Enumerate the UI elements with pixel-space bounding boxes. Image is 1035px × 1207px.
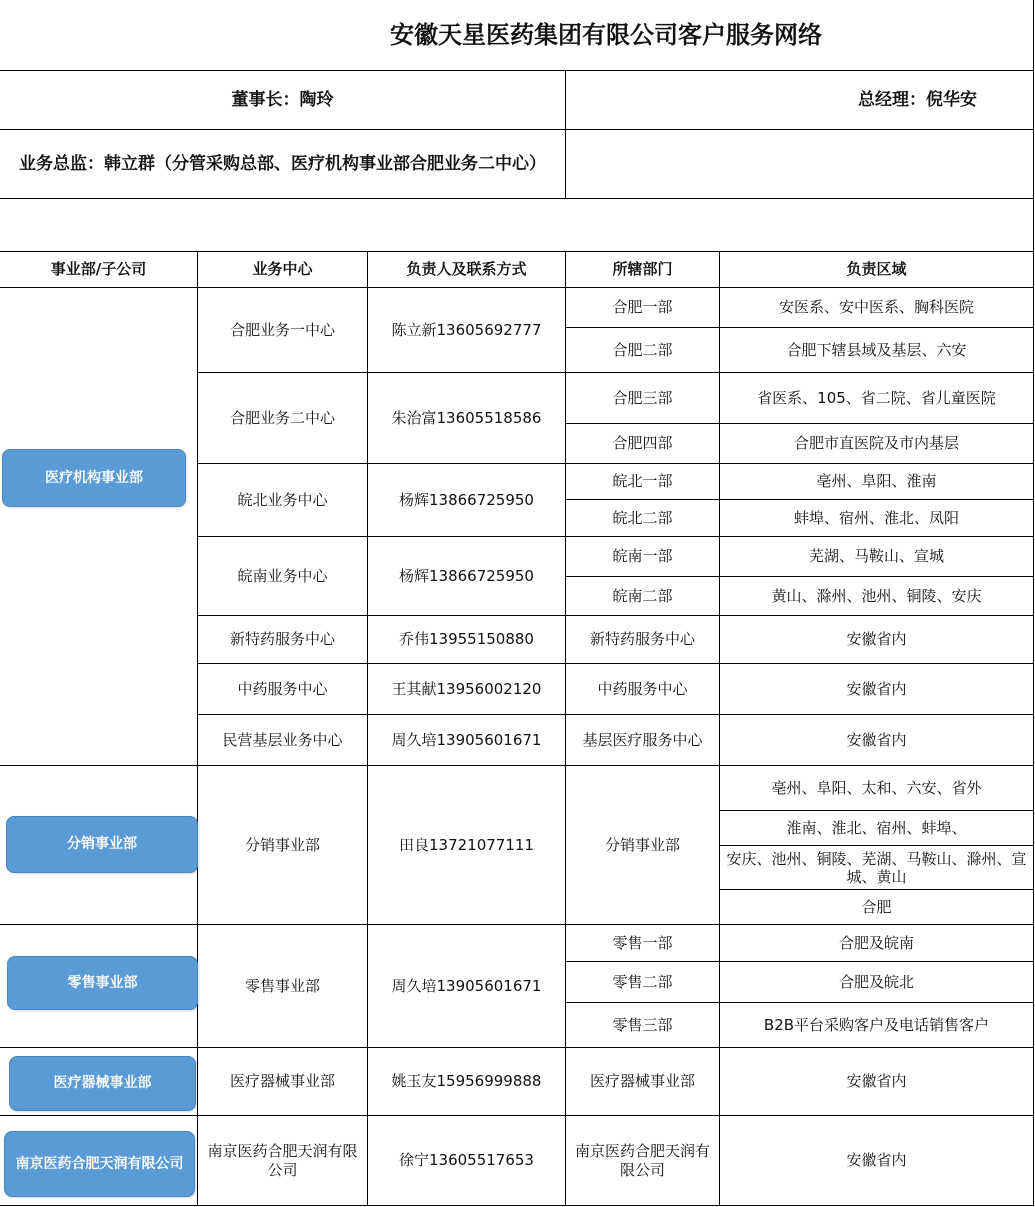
dept-devices: 医疗器械事业部 bbox=[566, 1048, 720, 1116]
dept-wn2: 皖南二部 bbox=[566, 577, 720, 616]
contact-hf1: 陈立新13605692777 bbox=[368, 288, 566, 373]
business-director-label: 业务总监：韩立群（分管采购总部、医疗机构事业部合肥业务二中心） bbox=[0, 130, 566, 199]
dept-tcm: 中药服务中心 bbox=[566, 664, 720, 715]
contact-retail: 周久培13905601671 bbox=[368, 925, 566, 1048]
division-pill-devices: 医疗器械事业部 bbox=[9, 1056, 196, 1111]
region-devices: 安徽省内 bbox=[720, 1048, 1034, 1116]
region-dist4: 合肥 bbox=[720, 890, 1034, 925]
region-dist2: 淮南、淮北、宿州、蚌埠、 bbox=[720, 811, 1034, 846]
region-nanjing: 安徽省内 bbox=[720, 1116, 1034, 1206]
region-wb2: 蚌埠、宿州、淮北、凤阳 bbox=[720, 500, 1034, 537]
region-retail1: 合肥及皖南 bbox=[720, 925, 1034, 962]
region-hf3: 省医系、105、省二院、省儿童医院 bbox=[720, 373, 1034, 424]
dept-wb1: 皖北一部 bbox=[566, 464, 720, 500]
general-manager-label: 总经理：倪华安 bbox=[566, 71, 1034, 130]
contact-private: 周久培13905601671 bbox=[368, 715, 566, 766]
dept-distribution: 分销事业部 bbox=[566, 766, 720, 925]
center-private: 民营基层业务中心 bbox=[198, 715, 368, 766]
director-empty-cell bbox=[566, 130, 1034, 199]
header-region: 负责区域 bbox=[720, 252, 1034, 288]
contact-wannan: 杨辉13866725950 bbox=[368, 537, 566, 616]
center-wanbei: 皖北业务中心 bbox=[198, 464, 368, 537]
center-tcm: 中药服务中心 bbox=[198, 664, 368, 715]
contact-tcm: 王其献13956002120 bbox=[368, 664, 566, 715]
center-hf1: 合肥业务一中心 bbox=[198, 288, 368, 373]
division-pill-nanjing: 南京医药合肥天润有限公司 bbox=[4, 1131, 195, 1197]
region-dist1: 亳州、阜阳、太和、六安、省外 bbox=[720, 766, 1034, 811]
region-retail3: B2B平台采购客户及电话销售客户 bbox=[720, 1003, 1034, 1048]
dept-wn1: 皖南一部 bbox=[566, 537, 720, 577]
dept-retail1: 零售一部 bbox=[566, 925, 720, 962]
dept-retail2: 零售二部 bbox=[566, 962, 720, 1003]
dept-hf4: 合肥四部 bbox=[566, 424, 720, 464]
chairman-label: 董事长：陶玲 bbox=[0, 71, 566, 130]
contact-newdrug: 乔伟13955150880 bbox=[368, 616, 566, 664]
dept-newdrug: 新特药服务中心 bbox=[566, 616, 720, 664]
contact-hf2: 朱治富13605518586 bbox=[368, 373, 566, 464]
header-division: 事业部/子公司 bbox=[0, 252, 198, 288]
region-newdrug: 安徽省内 bbox=[720, 616, 1034, 664]
contact-nanjing: 徐宁13605517653 bbox=[368, 1116, 566, 1206]
region-hf1: 安医系、安中医系、胸科医院 bbox=[720, 288, 1034, 328]
region-retail2: 合肥及皖北 bbox=[720, 962, 1034, 1003]
dept-retail3: 零售三部 bbox=[566, 1003, 720, 1048]
region-hf4: 合肥市直医院及市内基层 bbox=[720, 424, 1034, 464]
region-grassroots: 安徽省内 bbox=[720, 715, 1034, 766]
dept-hf1: 合肥一部 bbox=[566, 288, 720, 328]
contact-wanbei: 杨辉13866725950 bbox=[368, 464, 566, 537]
region-wb1: 亳州、阜阳、淮南 bbox=[720, 464, 1034, 500]
division-pill-retail: 零售事业部 bbox=[7, 956, 198, 1010]
center-distribution: 分销事业部 bbox=[198, 766, 368, 925]
dept-wb2: 皖北二部 bbox=[566, 500, 720, 537]
header-contact: 负责人及联系方式 bbox=[368, 252, 566, 288]
dept-nanjing: 南京医药合肥天润有限公司 bbox=[566, 1116, 720, 1206]
contact-devices: 姚玉友15956999888 bbox=[368, 1048, 566, 1116]
region-hf2: 合肥下辖县域及基层、六安 bbox=[720, 328, 1034, 373]
region-dist3: 安庆、池州、铜陵、芜湖、马鞍山、滁州、宣城、黄山 bbox=[720, 846, 1034, 890]
center-nanjing: 南京医药合肥天润有限公司 bbox=[198, 1116, 368, 1206]
division-cell-medical bbox=[0, 288, 198, 766]
dept-hf2: 合肥二部 bbox=[566, 328, 720, 373]
division-pill-distribution: 分销事业部 bbox=[6, 816, 198, 873]
division-pill-medical: 医疗机构事业部 bbox=[2, 449, 186, 507]
dept-hf3: 合肥三部 bbox=[566, 373, 720, 424]
spacer-row bbox=[0, 199, 1034, 252]
region-wn2: 黄山、滁州、池州、铜陵、安庆 bbox=[720, 577, 1034, 616]
center-retail: 零售事业部 bbox=[198, 925, 368, 1048]
center-hf2: 合肥业务二中心 bbox=[198, 373, 368, 464]
region-wn1: 芜湖、马鞍山、宣城 bbox=[720, 537, 1034, 577]
center-devices: 医疗器械事业部 bbox=[198, 1048, 368, 1116]
header-dept: 所辖部门 bbox=[566, 252, 720, 288]
page-title: 安徽天星医药集团有限公司客户服务网络 bbox=[0, 0, 1034, 71]
center-wannan: 皖南业务中心 bbox=[198, 537, 368, 616]
header-center: 业务中心 bbox=[198, 252, 368, 288]
center-newdrug: 新特药服务中心 bbox=[198, 616, 368, 664]
dept-grassroots: 基层医疗服务中心 bbox=[566, 715, 720, 766]
region-tcm: 安徽省内 bbox=[720, 664, 1034, 715]
contact-distribution: 田良13721077111 bbox=[368, 766, 566, 925]
